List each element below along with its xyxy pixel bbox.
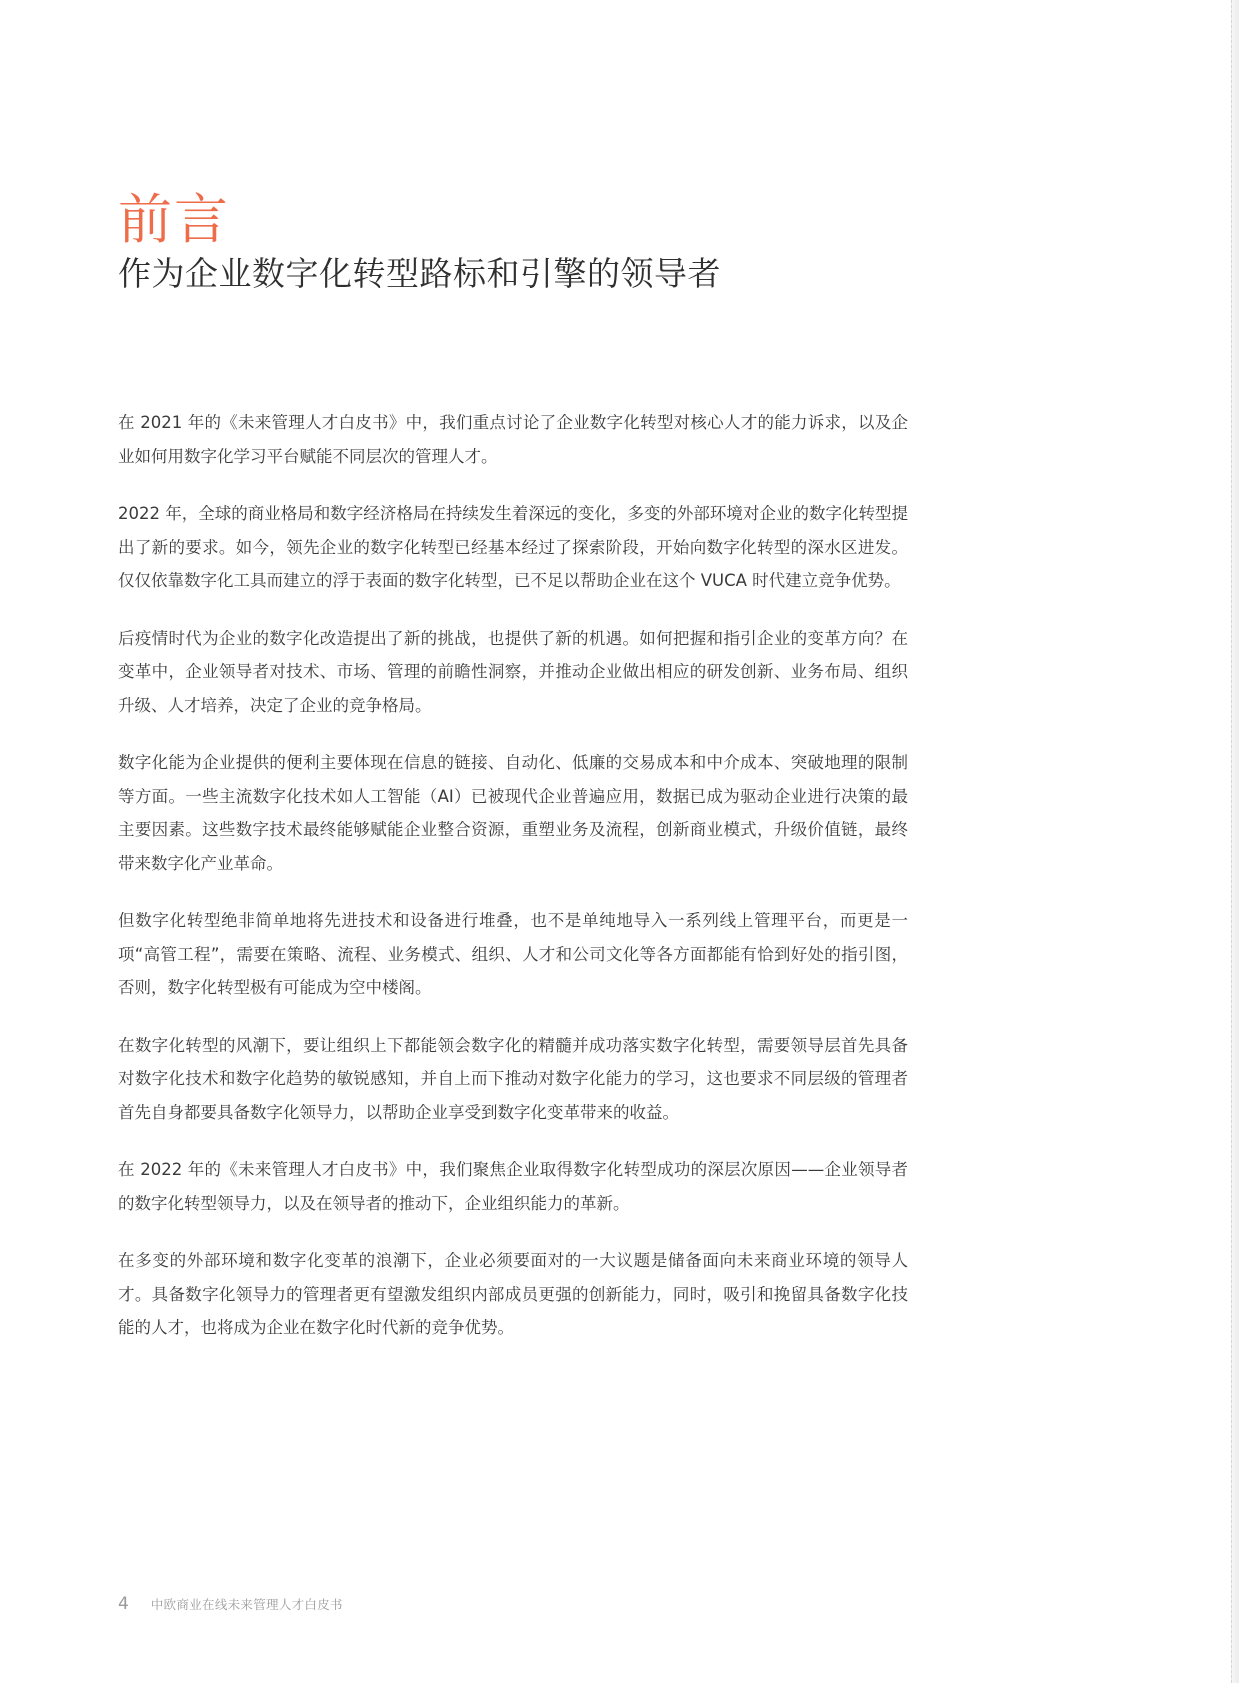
paragraph: 在 2021 年的《未来管理人才白皮书》中，我们重点讨论了企业数字化转型对核心人才的能力诉求，以及企业如何用数字化学习平台赋能不同层次的管理人才。 <box>118 413 908 466</box>
page-footer <box>118 1594 343 1614</box>
running-title: 中欧商业在线未来管理人才白皮书 <box>150 1597 343 1612</box>
page-number: 4 <box>118 1594 129 1614</box>
paragraph: 后疫情时代为企业的数字化改造提出了新的挑战，也提供了新的机遇。如何把握和指引企业的变革方向？在变革中，企业领导者对技术、市场、管理的前瞻性洞察，并推动企业做出相应的研发创新、业务布局、组织升级、人才培养，决定了企业的竞争格局。 <box>118 628 908 715</box>
body-text <box>118 406 908 1369</box>
paragraph: 数字化能为企业提供的便利主要体现在信息的链接、自动化、低廉的交易成本和中介成本、突破地理的限制等方面。一些主流数字化技术如人工智能（AI）已被现代企业普遍应用，数据已成为驱动企业进行决策的最主要因素。这些数字技术最终能够赋能企业整合资源，重塑业务及流程，创新商业模式，升级价值链，最终带来数字化产业革命。 <box>118 753 908 873</box>
paragraph: 但数字化转型绝非简单地将先进技术和设备进行堆叠，也不是单纯地导入一系列线上管理平台，而更是一项“高管工程”，需要在策略、流程、业务模式、组织、人才和公司文化等各方面都能有恰到好处的指引图，否则，数字化转型极有可能成为空中楼阁。 <box>118 911 908 997</box>
paragraph: 在多变的外部环境和数字化变革的浪潮下，企业必须要面对的一大议题是储备面向未来商业环境的领导人才。具备数字化领导力的管理者更有望激发组织内部成员更强的创新能力，同时，吸引和挽留具备数字化技能的人才，也将成为企业在数字化时代新的竞争优势。 <box>118 1251 908 1337</box>
paragraph: 在数字化转型的风潮下，要让组织上下都能领会数字化的精髓并成功落实数字化转型，需要领导层首先具备对数字化技术和数字化趋势的敏锐感知，并自上而下推动对数字化能力的学习，这也要求不同层级的管理者首先自身都要具备数字化领导力，以帮助企业享受到数字化变革带来的收益。 <box>118 1035 908 1122</box>
paragraph: 在 2022 年的《未来管理人才白皮书》中，我们聚焦企业取得数字化转型成功的深层次原因——企业领导者的数字化转型领导力，以及在领导者的推动下，企业组织能力的革新。 <box>118 1160 908 1213</box>
page-edge-decoration <box>1231 0 1239 1683</box>
page-title: 前言 <box>118 188 230 251</box>
page-subtitle: 作为企业数字化转型路标和引擎的领导者 <box>118 254 721 293</box>
heading-block <box>118 188 998 296</box>
paragraph: 2022 年，全球的商业格局和数字经济格局在持续发生着深远的变化，多变的外部环境对企业的数字化转型提出了新的要求。如今，领先企业的数字化转型已经基本经过了探索阶段，开始向数字化转型的深水区进发。仅仅依靠数字化工具而建立的浮于表面的数字化转型，已不足以帮助企业在这个 VUCA 时代建立竞争优势。 <box>118 504 908 590</box>
